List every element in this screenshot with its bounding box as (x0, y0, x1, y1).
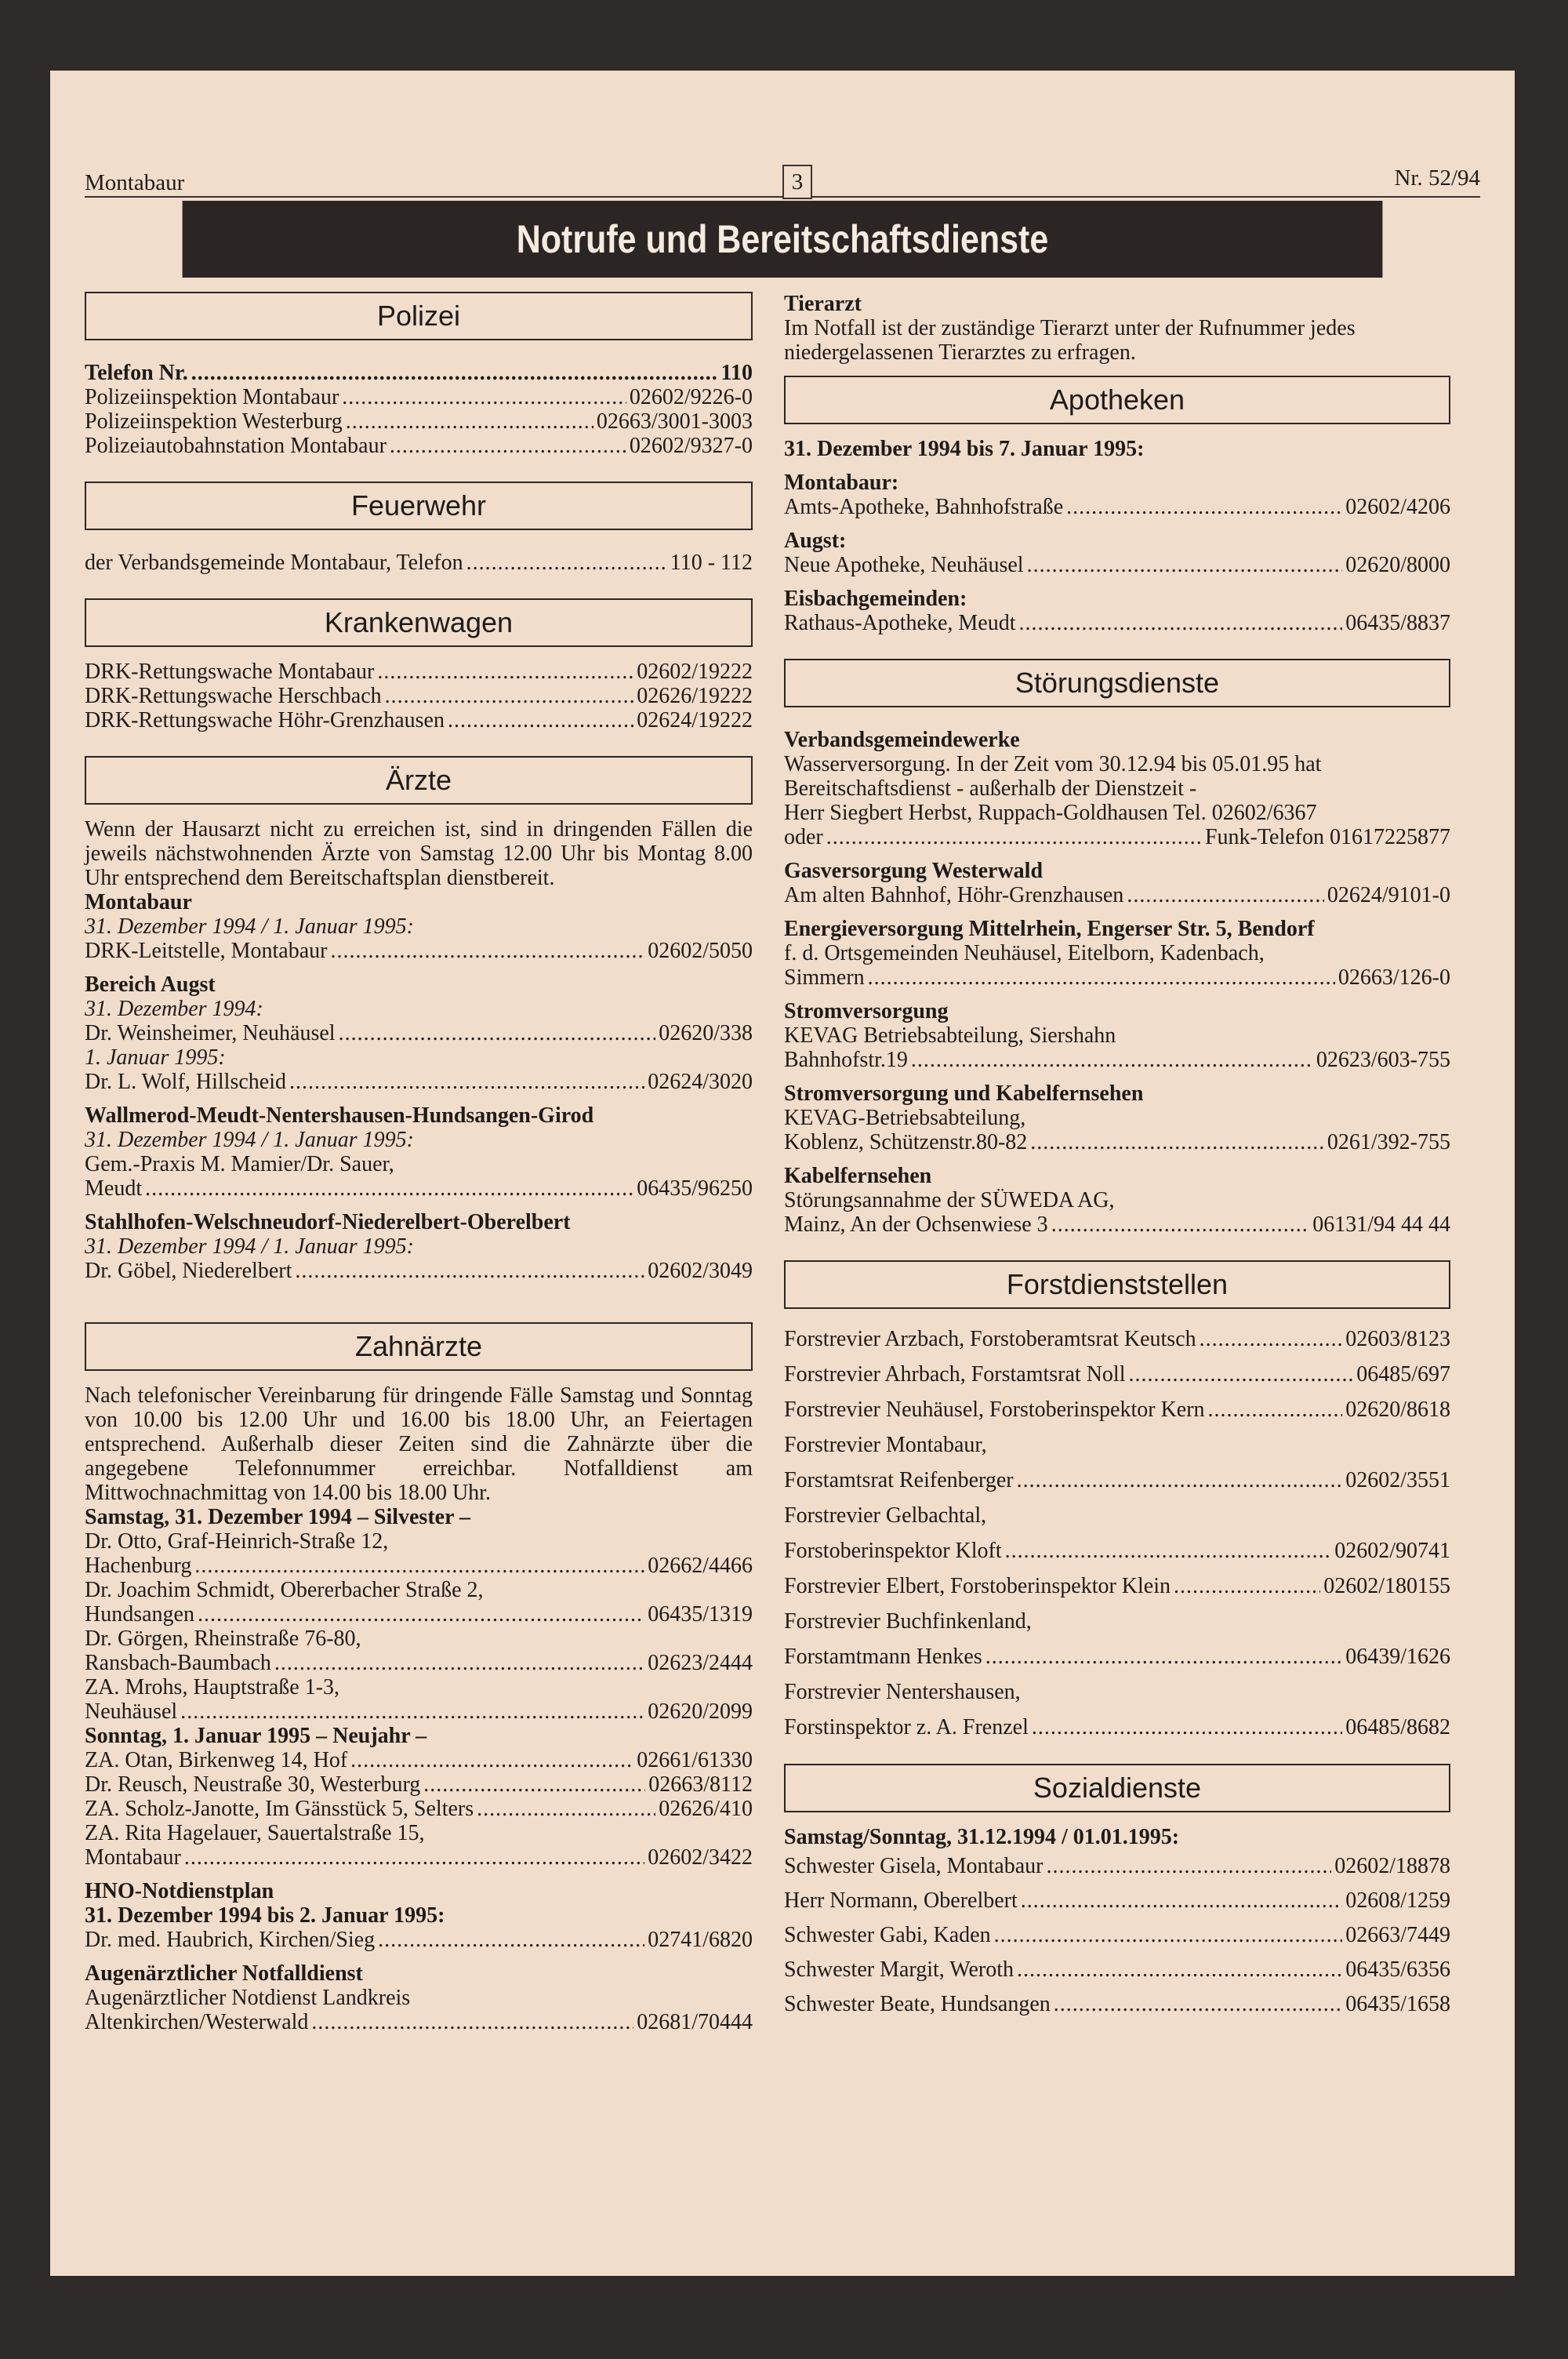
listing-row: Polizeiinspektion Montabaur ..... 02602/9226-0 (85, 385, 753, 409)
listing-row: DRK-Rettungswache Höhr-Grenzhausen ..... 02624/19222 (85, 708, 753, 732)
listing-row: Forstrevier Arzbach, Forstoberamtsrat Keutsch ..... 02603/8123 (784, 1321, 1450, 1357)
date-line: 1. Januar 1995: (85, 1045, 226, 1070)
date-line: 31. Dezember 1994 / 1. Januar 1995: (85, 1234, 414, 1259)
date-line: 31. Dezember 1994 / 1. Januar 1995: (85, 914, 414, 939)
page-title: Notrufe und Bereitschaftsdienste (183, 201, 1383, 278)
listing-row: Mainz, An der Ochsenwiese 3 ..... 06131/94 44 44 (784, 1212, 1450, 1237)
zahnaerzte-intro: Nach telefonischer Vereinbarung für dringende Fälle Samstag und Sonntag von 10.00 bis 12.00 Uhr und 16.00 bis 18.00 Uhr, an Feiertagen entsprechend. Außerhalb dieser Zeiten sind die Zahnärzte über die angegebene Telefonnummer erreichbar. Notfalldienst am Mittwochnachmittag von 14.00 bis 18.00 Uhr. (85, 1383, 753, 1505)
listing-row: Hachenburg ..... 02662/4466 (85, 1554, 753, 1578)
sozialdienste-heading: Sozialdienste (784, 1764, 1450, 1812)
listing-row: Dr. Weinsheimer, Neuhäusel ..... 02620/338 (85, 1021, 753, 1045)
subheading: Montabaur (85, 890, 192, 914)
listing-row: Schwester Gisela, Montabaur ..... 02602/18878 (784, 1849, 1450, 1884)
subheading: Tierarzt (784, 292, 862, 316)
subheading: Augenärztlicher Notfalldienst (85, 1961, 363, 1986)
header-town: Montabaur (85, 170, 185, 195)
listing-row: Forstamtsrat Reifenberger ..... 02602/3551 (784, 1463, 1450, 1498)
listing-row: Altenkirchen/Westerwald ..... 02681/70444 (85, 2010, 753, 2034)
listing-row: Forstinspektor z. A. Frenzel ..... 06485/8682 (784, 1710, 1450, 1745)
listing-row: Neuhäusel ..... 02620/2099 (85, 1699, 753, 1724)
text-line: Dr. Otto, Graf-Heinrich-Straße 12, (85, 1529, 389, 1554)
listing-row: ZA. Otan, Birkenweg 14, Hof ..... 02661/61330 (85, 1748, 753, 1772)
listing-row: Schwester Beate, Hundsangen ..... 06435/1658 (784, 1987, 1450, 2022)
listing-row: Dr. L. Wolf, Hillscheid ..... 02624/3020 (85, 1070, 753, 1094)
listing-row: Schwester Gabi, Kaden ..... 02663/7449 (784, 1918, 1450, 1953)
stoerungsdienste-heading: Störungsdienste (784, 659, 1450, 707)
text-line: Gem.-Praxis M. Mamier/Dr. Sauer, (85, 1152, 394, 1176)
listing-row: Bahnhofstr.19 ..... 02623/603-755 (784, 1048, 1450, 1072)
polizei-heading: Polizei (85, 292, 753, 340)
subheading: Gasversorgung Westerwald (784, 859, 1044, 883)
text-line: Augenärztlicher Notdienst Landkreis (85, 1986, 411, 2010)
listing-row: Ransbach-Baumbach ..... 02623/2444 (85, 1651, 753, 1675)
text-line: ZA. Rita Hagelauer, Sauertalstraße 15, (85, 1821, 425, 1845)
listing-row: Polizeiinspektion Westerburg ..... 02663/3001-3003 (85, 409, 753, 434)
forstdienststellen-heading: Forstdienststellen (784, 1260, 1450, 1309)
text-line: Forstrevier Gelbachtal, (784, 1503, 987, 1528)
subheading: Stromversorgung und Kabelfernsehen (784, 1081, 1144, 1106)
date-line: 31. Dezember 1994 bis 7. Januar 1995: (784, 437, 1145, 461)
text-line: KEVAG Betriebsabteilung, Siershahn (784, 1023, 1116, 1048)
krankenwagen-heading: Krankenwagen (85, 598, 753, 647)
page-number: 3 (782, 165, 812, 199)
date-line: 31. Dezember 1994: (85, 997, 263, 1021)
listing-row: Am alten Bahnhof, Höhr-Grenzhausen ..... 02624/9101-0 (784, 883, 1450, 907)
subheading: Kabelfernsehen (784, 1164, 932, 1188)
listing-row: DRK-Leitstelle, Montabaur ..... 02602/5050 (85, 939, 753, 963)
listing-row: Meudt ..... 06435/96250 (85, 1176, 753, 1201)
listing-row: Forstamtmann Henkes ..... 06439/1626 (784, 1639, 1450, 1674)
listing-row: Koblenz, Schützenstr.80-82 ..... 0261/392-755 (784, 1130, 1450, 1154)
subheading: HNO-Notdienstplan (85, 1879, 274, 1903)
text-line: f. d. Ortsgemeinden Neuhäusel, Eitelborn, Kadenbach, (784, 941, 1265, 965)
newspaper-page (50, 71, 1515, 2276)
text-line: Dr. Joachim Schmidt, Obererbacher Straße 2, (85, 1578, 484, 1602)
listing-row: Forstrevier Ahrbach, Forstamtsrat Noll ..... 06485/697 (784, 1357, 1450, 1392)
listing-row: Forstrevier Elbert, Forstoberinspektor Klein ..... 02602/180155 (784, 1568, 1450, 1604)
text-line: Forstrevier Montabaur, (784, 1433, 987, 1457)
subheading: Eisbachgemeinden: (784, 587, 967, 611)
listing-row: Forstoberinspektor Kloft ..... 02602/90741 (784, 1533, 1450, 1568)
text-line: KEVAG-Betriebsabteilung, (784, 1106, 1026, 1130)
listing-row: Polizeiautobahnstation Montabaur ..... 02602/9327-0 (85, 434, 753, 458)
listing-row: Forstrevier Neuhäusel, Forstoberinspektor Kern ..... 02620/8618 (784, 1392, 1450, 1427)
subheading: Verbandsgemeindewerke (784, 728, 1020, 752)
listing-row: Amts-Apotheke, Bahnhofstraße ..... 02602/4206 (784, 495, 1450, 519)
listing-row: Dr. Reusch, Neustraße 30, Westerburg ..... 02663/8112 (85, 1772, 753, 1797)
text-line: Forstrevier Nentershausen, (784, 1680, 1021, 1704)
listing-row: oder ..... Funk-Telefon 01617225877 (784, 825, 1450, 849)
text-line: Forstrevier Buchfinkenland, (784, 1609, 1032, 1634)
date-line: 31. Dezember 1994 / 1. Januar 1995: (85, 1128, 414, 1152)
listing-row: Dr. Göbel, Niederelbert ..... 02602/3049 (85, 1259, 753, 1283)
listing-row: ZA. Scholz-Janotte, Im Gänsstück 5, Selters ..... 02626/410 (85, 1797, 753, 1821)
subheading: Augst: (784, 529, 847, 553)
page-header (85, 165, 1480, 198)
listing-row: Montabaur ..... 02602/3422 (85, 1845, 753, 1870)
text-line: Störungsannahme der SÜWEDA AG, (784, 1188, 1115, 1212)
listing-row: Simmern ..... 02663/126-0 (784, 965, 1450, 990)
left-column (85, 292, 753, 2034)
listing-row: Rathaus-Apotheke, Meudt ..... 06435/8837 (784, 611, 1450, 635)
text-line: ZA. Mrohs, Hauptstraße 1-3, (85, 1675, 340, 1699)
date-line: Samstag/Sonntag, 31.12.1994 / 01.01.1995: (784, 1825, 1180, 1849)
subheading: Samstag, 31. Dezember 1994 – Silvester – (85, 1505, 470, 1529)
subheading: Stromversorgung (784, 999, 949, 1023)
listing-row: der Verbandsgemeinde Montabaur, Telefon ..... 110 - 112 (85, 551, 753, 575)
listing-row: Herr Normann, Oberelbert ..... 02608/1259 (784, 1884, 1450, 1918)
tierarzt-text: Im Notfall ist der zuständige Tierarzt unter der Rufnummer jedes niedergelassenen Tierarztes zu erfragen. (784, 316, 1356, 365)
text-line: Herr Siegbert Herbst, Ruppach-Goldhausen Tel. 02602/6367 (784, 801, 1317, 825)
subheading: Sonntag, 1. Januar 1995 – Neujahr – (85, 1724, 427, 1748)
text-block: Wasserversorgung. In der Zeit vom 30.12.94 bis 05.01.95 hat Bereitschaftsdienst - außerhalb der Dienstzeit - (784, 752, 1322, 801)
text-line: Dr. Görgen, Rheinstraße 76-80, (85, 1627, 361, 1651)
listing-row: Telefon Nr. ..... 110 (85, 361, 753, 385)
aerzte-intro: Wenn der Hausarzt nicht zu erreichen ist, sind in dringenden Fällen die jeweils nächstwohnenden Ärzte von Samstag 12.00 Uhr bis Montag 8.00 Uhr entsprechend dem Bereitschaftsplan dienstbereit. (85, 817, 753, 890)
subheading: Stahlhofen-Welschneudorf-Niederelbert-Oberelbert (85, 1210, 571, 1234)
listing-row: Neue Apotheke, Neuhäusel ..... 02620/8000 (784, 553, 1450, 577)
listing-row: Schwester Margit, Weroth ..... 06435/6356 (784, 1953, 1450, 1987)
subheading: Montabaur: (784, 471, 899, 495)
subheading: Bereich Augst (85, 972, 216, 997)
subheading: Energieversorgung Mittelrhein, Engerser Str. 5, Bendorf (784, 917, 1315, 941)
listing-row: Dr. med. Haubrich, Kirchen/Sieg ..... 02741/6820 (85, 1928, 753, 1952)
listing-row: DRK-Rettungswache Montabaur ..... 02602/19222 (85, 660, 753, 684)
right-column (784, 292, 1450, 2022)
issue-number: Nr. 52/94 (1394, 165, 1480, 191)
zahnaerzte-heading: Zahnärzte (85, 1322, 753, 1371)
aerzte-heading: Ärzte (85, 756, 753, 805)
apotheken-heading: Apotheken (784, 376, 1450, 424)
subheading: Wallmerod-Meudt-Nentershausen-Hundsangen-Girod (85, 1103, 594, 1128)
feuerwehr-heading: Feuerwehr (85, 482, 753, 530)
listing-row: Hundsangen ..... 06435/1319 (85, 1602, 753, 1627)
date-line: 31. Dezember 1994 bis 2. Januar 1995: (85, 1903, 445, 1928)
listing-row: DRK-Rettungswache Herschbach ..... 02626/19222 (85, 684, 753, 708)
